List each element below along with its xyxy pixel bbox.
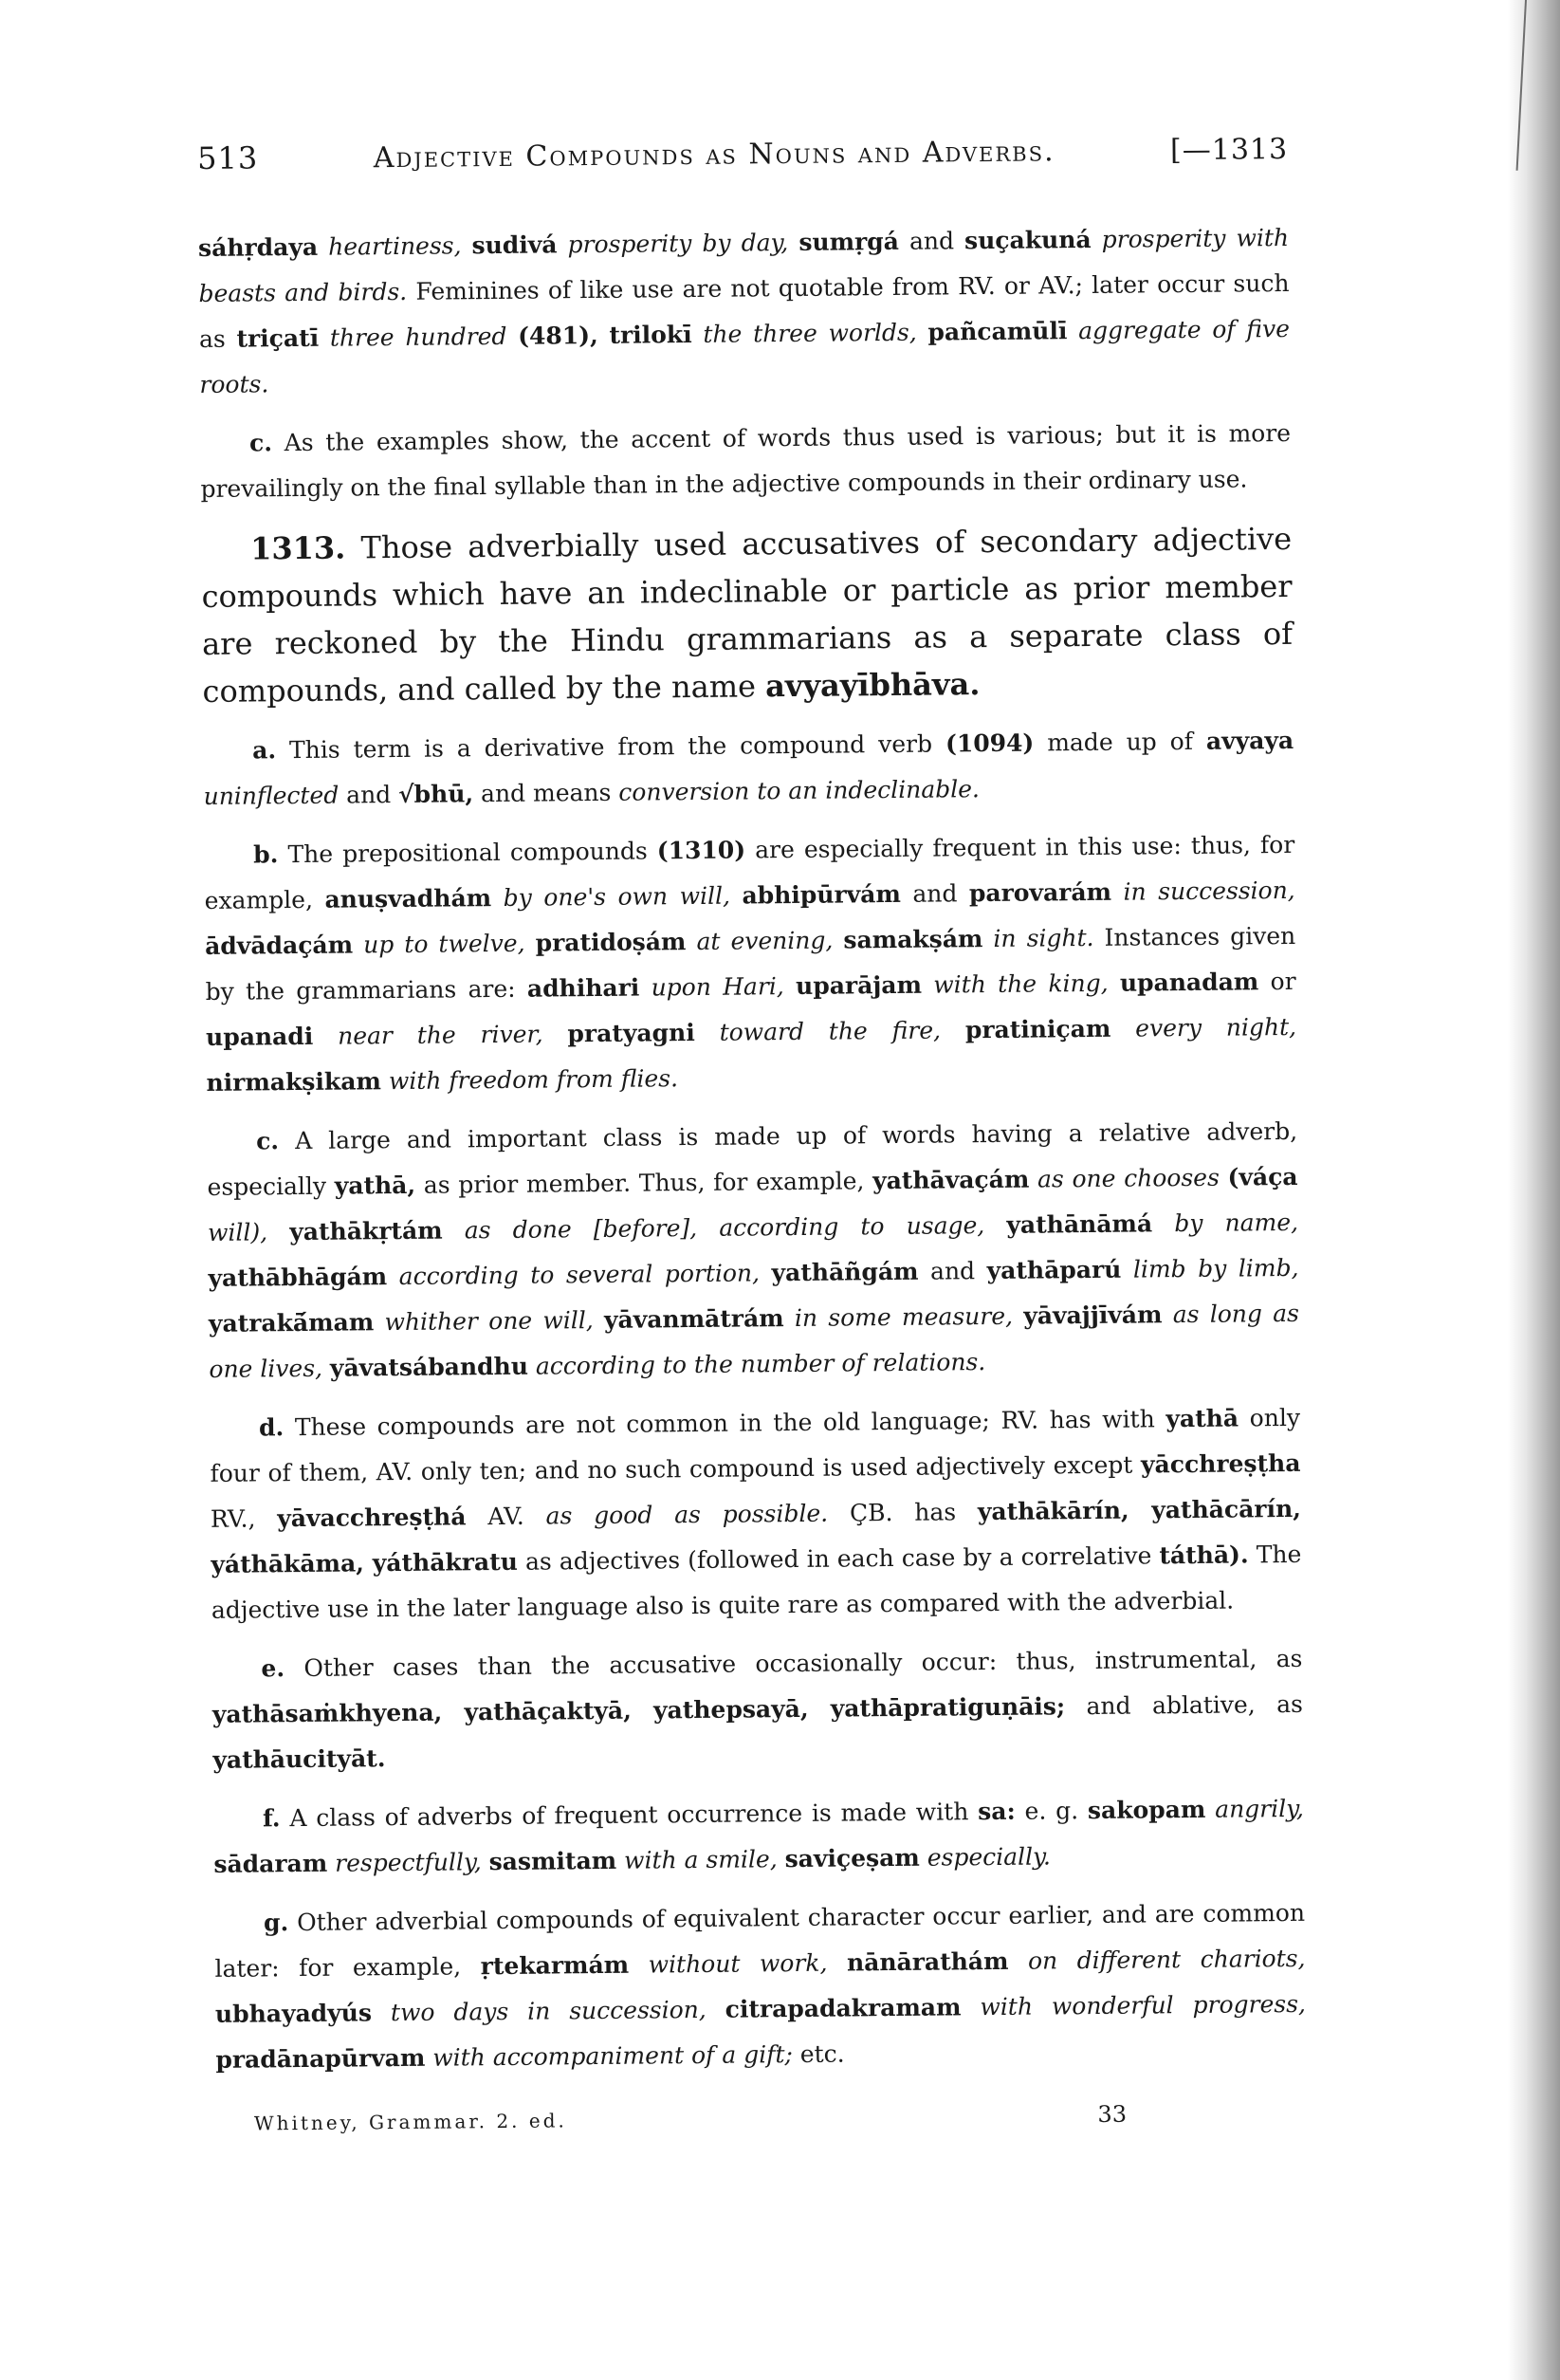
- sanskrit-term: (481),: [518, 321, 598, 350]
- body-text: etc.: [799, 2039, 845, 2068]
- sanskrit-term: yatrakā́mam: [208, 1308, 375, 1338]
- sanskrit-term: sakopam: [1087, 1795, 1206, 1825]
- gloss-text: conversion to an indeclinable.: [618, 775, 981, 806]
- signature-mark: Whitney, Grammar. 2. ed.: [253, 2109, 567, 2135]
- sanskrit-term: triçatī: [236, 323, 320, 353]
- sanskrit-term: avyaya: [1205, 726, 1294, 755]
- sanskrit-term: yathānāmá: [1006, 1209, 1153, 1239]
- sanskrit-term: parovarám: [968, 877, 1112, 908]
- sanskrit-term: c.: [248, 429, 273, 457]
- sanskrit-term: c.: [255, 1127, 280, 1155]
- section-1313: [201, 515, 1294, 715]
- body-text: AV.: [487, 1502, 524, 1531]
- sanskrit-term: sumṛgá: [798, 227, 900, 256]
- body-text: The adjective use in the later language also is quite rare as compared with the adverbial.: [211, 1540, 1302, 1624]
- sanskrit-term: yāvacchreṣṭhá: [277, 1503, 467, 1533]
- paragraph-d: [210, 1395, 1302, 1633]
- sanskrit-term: b.: [253, 840, 279, 869]
- sanskrit-term: suçakuná: [964, 225, 1092, 255]
- gloss-text: with wonderful progress,: [980, 1989, 1307, 2021]
- sanskrit-term: pratiniçam: [964, 1014, 1111, 1044]
- scan-edge: [1508, 0, 1560, 2380]
- paragraph-f: [213, 1786, 1305, 1888]
- sanskrit-term: pratidoṣám: [535, 928, 687, 957]
- paragraph-c-relative: [207, 1109, 1300, 1393]
- body-text: only four of them, AV. only ten; and no such compound is used adjectively except: [210, 1403, 1301, 1487]
- paragraph-a: [203, 718, 1294, 820]
- sanskrit-term: (1094): [945, 729, 1035, 758]
- body-text: The prepositional compounds: [287, 837, 648, 869]
- sanskrit-term: g.: [263, 1909, 289, 1937]
- sanskrit-term: sudivá: [471, 231, 558, 260]
- gloss-text: respectfully,: [335, 1848, 482, 1877]
- sanskrit-term: ādvādaçám: [205, 931, 354, 960]
- gloss-text: as one chooses: [1037, 1163, 1220, 1193]
- sanskrit-term: adhihari: [526, 973, 640, 1003]
- gloss-text: uninflected: [203, 781, 340, 810]
- sanskrit-term: sādaram: [213, 1849, 328, 1878]
- body-text: and: [929, 1257, 976, 1285]
- body-text: and: [908, 227, 955, 255]
- sanskrit-term: ubhayadyús: [214, 1999, 373, 2028]
- sanskrit-term: pradānapūrvam: [215, 2043, 426, 2074]
- gloss-text: with accompaniment of a gift;: [432, 2040, 793, 2072]
- sanskrit-term: yathā: [1165, 1404, 1239, 1433]
- sanskrit-term: sa:: [978, 1797, 1016, 1826]
- gloss-text: according to several portion,: [398, 1259, 761, 1291]
- gloss-text: upon Hari,: [651, 972, 784, 1002]
- body-text: As the examples show, the accent of words thus used is various; but it is more prevailingly on the final syllable than in the adjective compounds in their ordinary use.: [200, 418, 1292, 503]
- sanskrit-term: yāvajjīvám: [1023, 1301, 1163, 1330]
- page-number: 513: [197, 139, 259, 176]
- paragraph-e: [211, 1636, 1303, 1783]
- gloss-text: without work,: [648, 1948, 828, 1979]
- gloss-text: at evening,: [696, 926, 834, 955]
- body-text: and ablative, as: [1086, 1689, 1304, 1721]
- sanskrit-term: d.: [258, 1413, 284, 1442]
- gloss-text: on different chariots,: [1027, 1944, 1306, 1975]
- sanskrit-term: táthā).: [1159, 1541, 1249, 1570]
- section-ref: [—1313: [1169, 132, 1289, 168]
- sanskrit-term: (1310): [656, 836, 746, 865]
- sanskrit-term: nirmakṣikam: [206, 1067, 382, 1097]
- sanskrit-term: yāvanmātrám: [603, 1304, 784, 1334]
- sanskrit-term: (váça: [1227, 1162, 1298, 1191]
- sanskrit-term: nānārathám: [846, 1946, 1009, 1977]
- sanskrit-term: yathāñgám: [771, 1257, 919, 1287]
- body-text: A class of adverbs of frequent occurrence is made with: [289, 1798, 969, 1833]
- body-text: Feminines of like use are not quotable from RV. or AV.; later occur such as: [198, 268, 1290, 353]
- gloss-text: in sight.: [993, 923, 1094, 952]
- body-text: A large and important class is made up of words having a relative adverb, especially: [207, 1116, 1298, 1201]
- page: [197, 130, 1307, 2136]
- body-text: made up of: [1047, 727, 1194, 757]
- body-text: These compounds are not common in the old language; RV. has with: [294, 1405, 1155, 1442]
- sanskrit-term: upanadi: [205, 1022, 314, 1051]
- body-text: as prior member. Thus, for example,: [423, 1167, 865, 1199]
- gloss-text: as long as one lives,: [209, 1299, 1300, 1383]
- sanskrit-term: yathā,: [334, 1171, 416, 1200]
- body-text: and means: [480, 778, 612, 808]
- gloss-text: by name,: [1174, 1208, 1299, 1238]
- sanskrit-term: √bhū,: [398, 780, 474, 808]
- sanskrit-term: saviçeṣam: [784, 1843, 920, 1873]
- body-text: are especially frequent in this use: thus, for example,: [204, 830, 1295, 914]
- sanskrit-term: citrapadakramam: [725, 1993, 962, 2023]
- gloss-text: every night,: [1135, 1012, 1297, 1042]
- gloss-text: prosperity with beasts and birds.: [198, 223, 1290, 307]
- sanskrit-term: yathābhāgám: [208, 1263, 388, 1292]
- sanskrit-term: yathāsaṁkhyena, yathāçaktyā, yathepsayā, yathāpratiguṇāis;: [211, 1692, 1066, 1728]
- gloss-text: three hundred: [329, 322, 507, 352]
- gloss-text: will),: [207, 1218, 268, 1246]
- paragraph-c-accent: [200, 411, 1292, 512]
- sanskrit-term: ṛtekarmám: [480, 1950, 630, 1981]
- sanskrit-term: pratyagni: [567, 1019, 695, 1048]
- gloss-text: two days in succession,: [390, 1995, 707, 2027]
- sanskrit-term: yathāvaçám: [872, 1165, 1030, 1195]
- gloss-text: near the river,: [338, 1020, 543, 1050]
- gloss-text: up to twelve,: [363, 929, 525, 959]
- gloss-text: prosperity by day,: [567, 229, 789, 259]
- gloss-text: toward the fire,: [719, 1016, 942, 1046]
- sanskrit-term: abhipūrvám: [742, 879, 901, 910]
- gloss-text: with freedom from flies.: [388, 1064, 679, 1096]
- body-text: RV.,: [210, 1504, 256, 1533]
- running-title: Adjective Compounds as Nouns and Adverbs.: [373, 135, 1055, 175]
- gloss-text: according to the number of relations.: [535, 1348, 986, 1380]
- gloss-text: limb by limb,: [1132, 1253, 1299, 1283]
- sanskrit-term: upanadam: [1119, 968, 1259, 997]
- gloss-text: by one's own will,: [503, 881, 731, 912]
- gloss-text: as done [before], according to usage,: [464, 1211, 985, 1245]
- body-text: Other cases than the accusative occasionally occur: thus, instrumental, as: [303, 1644, 1303, 1682]
- body-text: and: [912, 879, 958, 908]
- sanskrit-term: sasmitam: [488, 1846, 617, 1876]
- paragraph-continued: [198, 215, 1291, 408]
- sanskrit-term: yathākṛtám: [289, 1216, 443, 1246]
- body-text: Other adverbial compounds of equivalent character occur earlier, and are common later: for example,: [214, 1898, 1306, 1983]
- gloss-text: whither one will,: [384, 1306, 594, 1337]
- sanskrit-term: samakṣám: [843, 925, 983, 954]
- sanskrit-term: yācchreṣṭha: [1140, 1448, 1301, 1479]
- paragraph-b: [204, 822, 1297, 1106]
- sanskrit-term: yathāucityāt.: [212, 1744, 386, 1774]
- gloss-text: especially.: [927, 1842, 1051, 1872]
- sanskrit-term: trilokī: [609, 321, 692, 349]
- running-head: [197, 130, 1288, 176]
- body-text: as adjectives (followed in each case by a correlative: [524, 1541, 1152, 1576]
- sanskrit-term: a.: [252, 736, 277, 765]
- sanskrit-term: avyayībhāva.: [764, 666, 981, 705]
- sanskrit-term: yathāparú: [986, 1255, 1122, 1285]
- sanskrit-term: e.: [261, 1654, 285, 1683]
- body-text: This term is a derivative from the compound verb: [288, 729, 933, 765]
- sanskrit-term: pañcamūlī: [927, 317, 1068, 346]
- body-text: Those adverbially used accusatives of secondary adjective compounds which have an indeclinable or particle as prior member are reckoned by the Hindu grammarians as a separate class of compounds, and called by the name: [201, 520, 1294, 710]
- page-footer: [216, 2099, 1307, 2136]
- sanskrit-term: uparājam: [795, 970, 923, 1000]
- gloss-text: in some measure,: [794, 1301, 1014, 1333]
- section-number: 1313.: [249, 529, 346, 567]
- body-text: or: [1270, 967, 1296, 996]
- binding-line: [1516, 0, 1527, 171]
- body-text: and: [346, 781, 392, 809]
- sanskrit-term: sáhṛdaya: [197, 232, 319, 262]
- gloss-text: the three worlds,: [703, 318, 917, 348]
- body-text: Instances given by the grammarians are:: [205, 921, 1296, 1006]
- sanskrit-term: anuṣvadhám: [324, 884, 492, 913]
- gloss-text: as good as possible.: [545, 1499, 829, 1530]
- body-text: ÇB. has: [849, 1498, 957, 1527]
- gloss-text: heartiness,: [328, 231, 462, 261]
- sanskrit-term: yāvatsábandhu: [329, 1352, 529, 1382]
- sanskrit-term: f.: [262, 1804, 281, 1833]
- body-text: e. g.: [1024, 1797, 1079, 1825]
- gloss-text: aggregate of five roots.: [199, 314, 1291, 398]
- paragraph-g: [214, 1891, 1307, 2083]
- gloss-text: with the king,: [933, 969, 1109, 999]
- gloss-text: angrily,: [1215, 1794, 1305, 1823]
- gloss-text: in succession,: [1123, 876, 1295, 906]
- sanskrit-term: yathākārín, yathācārín, yáthākāma, yáthākratu: [211, 1494, 1302, 1578]
- sheet-number: 33: [1097, 2100, 1128, 2128]
- gloss-text: with a smile,: [623, 1845, 778, 1874]
